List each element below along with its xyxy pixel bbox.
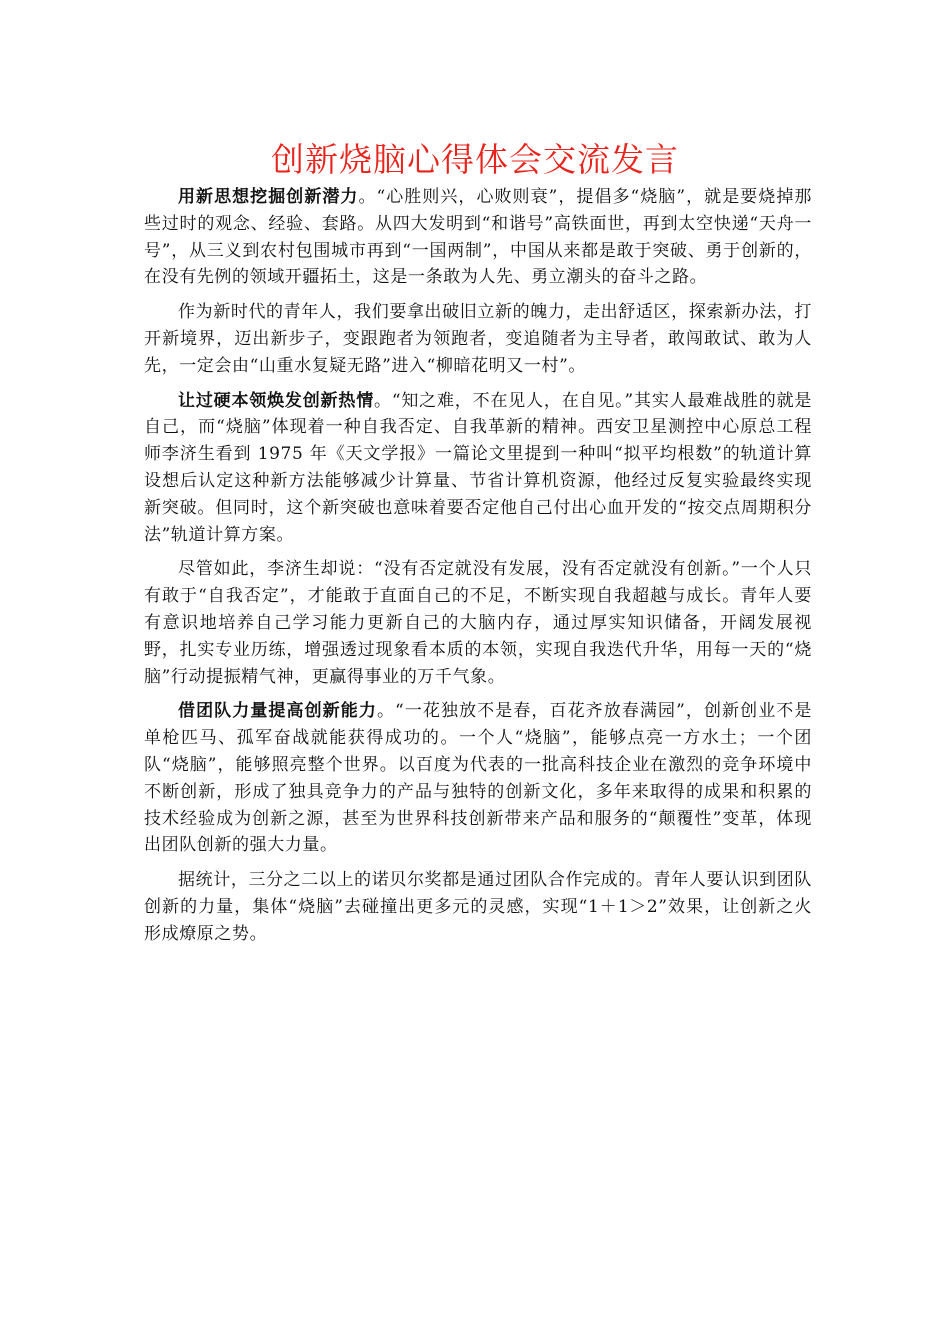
paragraph-2-text: 作为新时代的青年人，我们要拿出破旧立新的魄力，走出舒适区，探索新办法，打开新境界，迈出新步子，变跟跑者为领跑者，变追随者为主导者，敢闯敢试、敢为人先，一定会由“山重水复疑无路”进入“柳暗花明又一村”。 [144,302,812,376]
paragraph-1 [144,184,812,291]
paragraph-1-lead: 用新思想挖掘创新潜力 [178,187,359,207]
paragraph-4-text: 尽管如此，李济生却说：“没有否定就没有发展，没有否定就没有创新。”一个人只有敢于“自我否定”，才能敢于直面自己的不足，不断实现自我超越与成长。青年人要有意识地培养自己学习能力更新自己的大脑内存，通过厚实知识储备，开阔发展视野，扎实专业历练，增强透过现象看本质的本领，实现自我迭代升华，用每一天的“烧脑”行动提振精气神，更赢得事业的万千气象。 [144,559,812,687]
paragraph-1-text: 。“心胜则兴，心败则衰”，提倡多“烧脑”，就是要烧掉那些过时的观念、经验、套路。从四大发明到“和谐号”高铁面世，再到太空快递“天舟一号”，从三义到农村包围城市再到“一国两制”，中国从来都是敢于突破、勇于创新的，在没有先例的领域开疆拓土，这是一条敢为人先、勇立潮头的奋斗之路。 [144,187,812,288]
paragraph-5-text: 。“一花独放不是春，百花齐放春满园”，创新创业不是单枪匹马、孤军奋战就能获得成功的。一个人“烧脑”，能够点亮一方水土；一个团队“烧脑”，能够照亮整个世界。以百度为代表的一批高科技企业在激烈的竞争环境中不断创新，形成了独具竞争力的产品与独特的创新文化，多年来取得的成果和积累的技术经验成为创新之源，甚至为世界科技创新带来产品和服务的“颠覆性”变革，体现出团队创新的强大力量。 [144,701,812,856]
paragraph-6-text: 据统计，三分之二以上的诺贝尔奖都是通过团队合作完成的。青年人要认识到团队创新的力量，集体“烧脑”去碰撞出更多元的灵感，实现“1＋1＞2”效果，让创新之火形成燎原之势。 [144,870,812,944]
paragraph-3 [144,388,812,549]
document-body [144,184,812,956]
paragraph-3-text: 。“知之难，不在见人，在自见。”其实人最难战胜的就是自己，而“烧脑”体现着一种自我否定、自我革新的精神。西安卫星测控中心原总工程师李济生看到 1975 年《天文学报》一篇论文里提到一种叫“拟平均根数”的轨道计算设想后认定这种新方法能够减少计算量、节省计算机资源，他经过反复实验最终实现新突破。但同时，这个新突破也意味着要否定他自己付出心血开发的“按交点周期积分法”轨道计算方案。 [144,390,812,545]
paragraph-4 [144,556,812,690]
paragraph-3-lead: 让过硬本领焕发创新热情 [178,390,375,411]
paragraph-6 [144,867,812,947]
paragraph-2 [144,299,812,379]
paragraph-5 [144,698,812,859]
document-title: 创新烧脑心得体会交流发言 [271,140,679,179]
paragraph-5-lead: 借团队力量提高创新能力 [178,701,377,722]
